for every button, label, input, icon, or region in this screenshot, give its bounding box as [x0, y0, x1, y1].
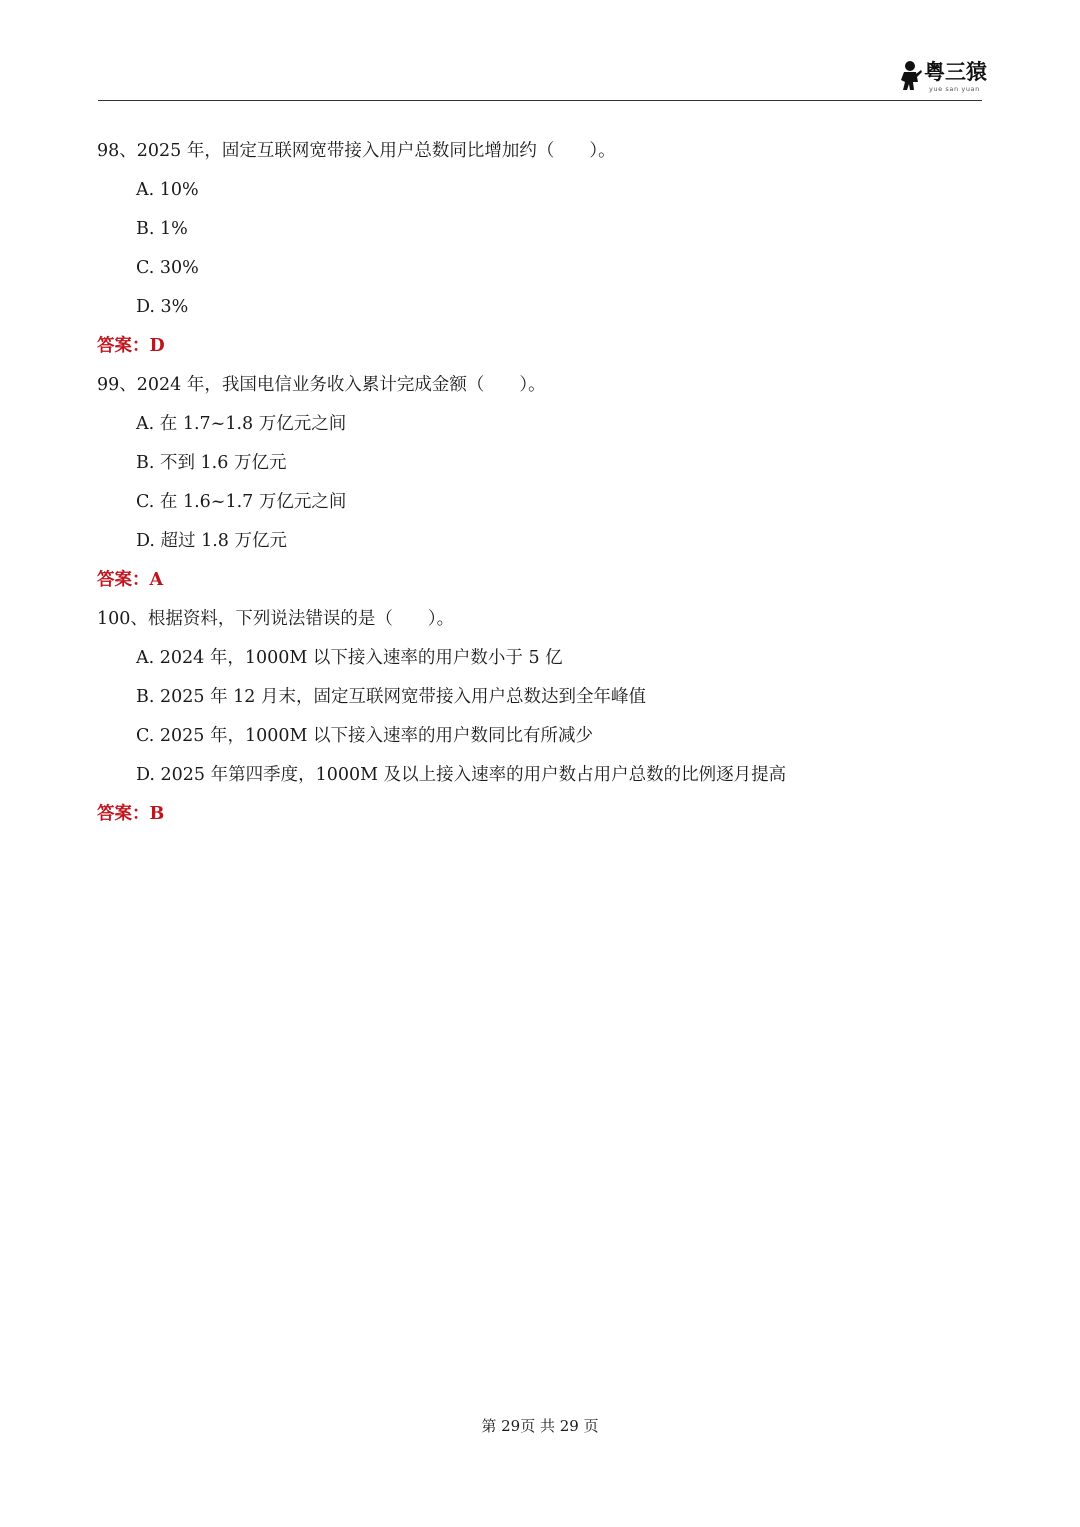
- option-item: C. 在 1.6~1.7 万亿元之间: [136, 492, 347, 512]
- answer-line: 答案：D: [97, 336, 165, 356]
- logo-text: 粤三猿: [924, 60, 987, 84]
- option-item: B. 2025 年 12 月末，固定互联网宽带接入用户总数达到全年峰值: [136, 687, 646, 707]
- option-item: A. 在 1.7~1.8 万亿元之间: [136, 414, 347, 434]
- question-stem: 100、根据资料，下列说法错误的是（ ）。: [97, 609, 455, 629]
- option-item: B. 不到 1.6 万亿元: [136, 453, 287, 473]
- logo-pinyin: yue san yuan: [929, 85, 980, 93]
- question-stem: 99、2024 年，我国电信业务收入累计完成金额（ ）。: [97, 375, 546, 395]
- question-content: [97, 132, 997, 834]
- answer-line: 答案：A: [97, 570, 164, 590]
- option-item: C. 30%: [136, 258, 199, 278]
- option-item: A. 2024 年，1000M 以下接入速率的用户数小于 5 亿: [136, 648, 563, 668]
- option-item: B. 1%: [136, 219, 188, 239]
- option-item: A. 10%: [136, 180, 199, 200]
- brand-logo: [898, 60, 986, 96]
- option-item: D. 超过 1.8 万亿元: [136, 531, 287, 551]
- option-item: C. 2025 年，1000M 以下接入速率的用户数同比有所减少: [136, 726, 594, 746]
- page-header: [98, 58, 987, 101]
- question-stem: 98、2025 年，固定互联网宽带接入用户总数同比增加约（ ）。: [97, 141, 616, 161]
- page-number: 第 29页 共 29 页: [481, 1417, 599, 1435]
- option-item: D. 2025 年第四季度，1000M 及以上接入速率的用户数占用户总数的比例逐月提高: [136, 765, 787, 785]
- answer-line: 答案：B: [97, 804, 165, 824]
- option-item: D. 3%: [136, 297, 189, 317]
- monkey-logo-icon: [898, 60, 922, 92]
